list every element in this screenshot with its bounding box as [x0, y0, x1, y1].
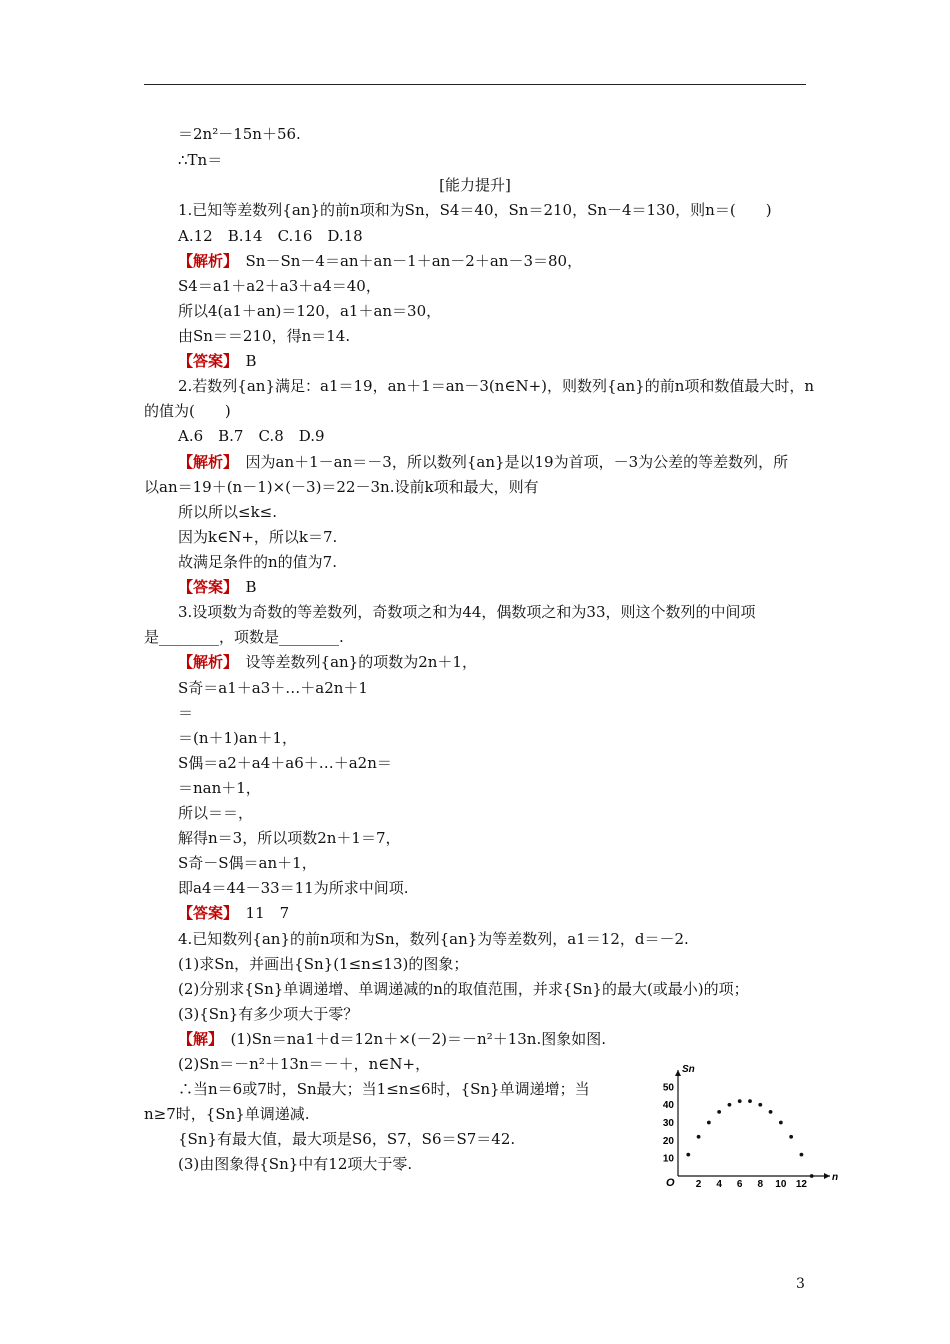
text-line: n≥7时，{Sn}单调递减. [144, 1105, 310, 1123]
question-3-cont: 是________，项数是________. [144, 628, 344, 646]
text-line: (3)由图象得{Sn}中有12项大于零. [178, 1155, 413, 1173]
analysis-3-line: 【解析】 设等差数列{an}的项数为2n＋1， [178, 653, 477, 671]
question-3: 3.设项数为奇数的等差数列，奇数项之和为44，偶数项之和为33，则这个数列的中间项 [178, 603, 756, 621]
data-point [738, 1099, 742, 1103]
question-4: 4.已知数列{an}的前n项和为Sn，数列{an}为等差数列，a1＝12，d＝－2. [178, 930, 689, 948]
header-rule [144, 84, 806, 85]
analysis-2-line: 【解析】 因为an＋1－an＝－3，所以数列{an}是以19为首项，－3为公差的等差数列，所 [178, 453, 789, 471]
answer-tag: 【答案】 [178, 904, 231, 922]
data-point [686, 1153, 690, 1157]
text-line: (2)分别求{Sn}单调递增、单调递减的n的取值范围，并求{Sn}的最大(或最小)的项； [178, 980, 749, 998]
data-point [769, 1110, 773, 1114]
answer-tag: 【答案】 [178, 578, 231, 596]
answer-2-line: 【答案】 B [178, 578, 257, 596]
data-point [800, 1153, 804, 1157]
text-line: S奇－S偶＝an＋1， [178, 854, 317, 872]
data-point [810, 1174, 814, 1178]
solution-tag: 【解】 [178, 1030, 216, 1048]
text-line: {Sn}有最大值，最大项是S6，S7，S6＝S7＝42. [178, 1130, 516, 1148]
analysis-tag: 【解析】 [178, 653, 231, 671]
y-tick-label: 40 [662, 1100, 674, 1112]
y-tick-label: 20 [662, 1135, 674, 1147]
text-line: 所以＝＝， [178, 804, 254, 822]
page-number: 3 [796, 1276, 805, 1292]
analysis-tag: 【解析】 [178, 453, 231, 471]
text-line: 所以4(a1＋an)＝120，a1＋an＝30， [178, 302, 442, 320]
solution-4-line: 【解】 (1)Sn＝na1＋d＝12n＋×(－2)＝－n²＋13n.图象如图. [178, 1030, 606, 1048]
data-point [748, 1099, 752, 1103]
x-axis-arrow [824, 1173, 830, 1179]
text-line: 所以所以≤k≤. [178, 503, 277, 521]
text-line: 解得n＝3，所以项数2n＋1＝7， [178, 829, 401, 847]
question-2: 2.若数列{an}满足：a1＝19，an＋1＝an－3(n∈N+)，则数列{an}的前n项和数值最大时，n [178, 377, 815, 395]
text-line: (2)Sn＝－n²＋13n＝－＋，n∈N+， [178, 1055, 431, 1073]
text-line: (3){Sn}有多少项大于零？ [178, 1005, 359, 1023]
text-line: ＝(n＋1)an＋1， [178, 729, 298, 747]
x-tick-label: 10 [775, 1179, 787, 1190]
x-tick-label: 6 [736, 1179, 743, 1190]
data-point [697, 1135, 701, 1139]
answer-1-line: 【答案】 B [178, 352, 257, 370]
text-line: ＝ [178, 704, 194, 722]
text-line: 因为k∈N+，所以k＝7. [178, 528, 338, 546]
options-2: A.6 B.7 C.8 D.9 [178, 427, 325, 445]
origin-label: O [666, 1177, 675, 1189]
data-point [758, 1103, 762, 1107]
y-tick-label: 30 [662, 1118, 674, 1130]
text-line: 以an＝19＋(n－1)×(－3)＝22－3n.设前k项和最大，则有 [144, 478, 539, 496]
text-line: S4＝a1＋a2＋a3＋a4＝40， [178, 277, 381, 295]
x-tick-label: 12 [795, 1179, 807, 1190]
analysis-tag: 【解析】 [178, 252, 231, 270]
y-axis-label: Sn [682, 1064, 695, 1075]
section-heading: [能力提升] [439, 176, 511, 194]
text-line: (1)求Sn，并画出{Sn}(1≤n≤13)的图象； [178, 955, 469, 973]
y-axis-arrow [675, 1070, 681, 1076]
x-tick-label: 8 [757, 1179, 764, 1190]
data-point [789, 1135, 793, 1139]
data-point [779, 1121, 783, 1125]
analysis-1-line: 【解析】 Sn－Sn－4＝an＋an－1＋an－2＋an－3＝80， [178, 252, 583, 270]
data-point [707, 1121, 711, 1125]
data-point [717, 1110, 721, 1114]
x-tick-label: 2 [695, 1179, 702, 1190]
answer-tag: 【答案】 [178, 352, 231, 370]
text-line: ＝2n²－15n＋56. [178, 125, 301, 143]
text-line: 由Sn＝＝210，得n＝14. [178, 327, 351, 345]
y-tick-label: 10 [662, 1153, 674, 1165]
answer-3-line: 【答案】 11 7 [178, 904, 290, 922]
y-tick-label: 50 [662, 1082, 674, 1094]
x-tick-label: 4 [716, 1179, 722, 1190]
question-1: 1.已知等差数列{an}的前n项和为Sn，S4＝40，Sn＝210，Sn－4＝130，则n＝( ) [178, 201, 772, 219]
sn-scatter-chart [652, 1060, 842, 1190]
text-line: ∴当n＝6或7时，Sn最大；当1≤n≤6时，{Sn}单调递增；当 [178, 1080, 590, 1098]
text-line: 故满足条件的n的值为7. [178, 553, 337, 571]
options-1: A.12 B.14 C.16 D.18 [178, 227, 363, 245]
question-2-cont: 的值为( ) [144, 402, 231, 420]
data-point [728, 1103, 732, 1107]
x-axis-label: n [832, 1172, 839, 1183]
text-line: 即a4＝44－33＝11为所求中间项. [178, 879, 409, 897]
text-line: ∴Tn＝ [178, 151, 223, 169]
text-line: S奇＝a1＋a3＋…＋a2n＋1 [178, 679, 368, 697]
text-line: ＝nan＋1， [178, 779, 261, 797]
text-line: S偶＝a2＋a4＋a6＋…＋a2n＝ [178, 754, 392, 772]
